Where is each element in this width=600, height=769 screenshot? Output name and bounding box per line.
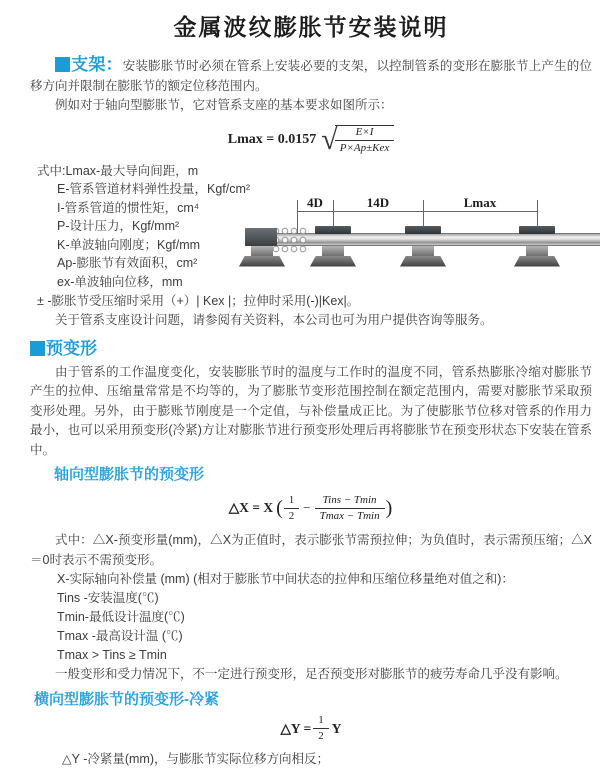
temp-fraction-denominator: Tmax − Tmin	[319, 509, 380, 522]
support-intro-text: 安装膨胀节时必须在管系上安装必要的支架，以控制管系的变形在膨胀节上产生的位移方向并限制在膨胀节的额定位移范围内。	[30, 59, 592, 93]
half-denominator: 2	[288, 509, 295, 522]
support-section-heading: 支架：	[71, 55, 123, 74]
minus-sign: −	[303, 500, 311, 516]
support-base	[239, 256, 285, 267]
support-cap	[245, 228, 277, 246]
dim-label-4d: 4D	[307, 194, 323, 210]
definition-line: Tmax > Tins ≥ Tmin	[57, 648, 167, 663]
plusminus-note-line: ± -膨胀节受压缩时采用（+）| Kex |；拉伸时采用(-)|Kex|。	[37, 293, 360, 308]
definition-line: K-单波轴向刚度；Kgf/mm	[57, 237, 201, 252]
definition-line: P-设计压力，Kgf/mm²	[57, 219, 180, 234]
axial-definition-list	[30, 570, 592, 665]
lmax-formula-lhs: Lmax = 0.0157	[227, 131, 317, 147]
lmax-formula-fraction	[335, 125, 395, 155]
half-numerator: 1	[313, 714, 329, 729]
definition-line: 式中:Lmax-最大导向间距，m	[37, 163, 199, 178]
guide-support	[514, 226, 560, 268]
half-denominator: 2	[318, 730, 324, 743]
support-neck	[322, 246, 344, 256]
support-cap	[405, 226, 441, 234]
axial-note-line: 一般变形和受力情况下，不一定进行预变形，足否预变形对膨胀节的疲劳寿命几乎没有影响。	[55, 667, 568, 682]
close-paren: )	[385, 496, 393, 519]
delta-x-lhs: △X = X	[228, 500, 274, 516]
support-neck	[526, 246, 548, 256]
support-neck	[251, 246, 273, 256]
dim-label-lmax: Lmax	[463, 194, 497, 210]
delta-x-explanation: 式中：△X-预变形量(mm)，△X为正值时，表示膨张节需预拉伸；为负值时，表示需预压缩；△X＝0时表示不需预变形。	[30, 533, 592, 567]
definitions-and-diagram	[30, 162, 592, 292]
support-base	[310, 256, 356, 267]
guide-support	[310, 226, 356, 268]
half-fraction	[284, 494, 300, 523]
support-example-line: 例如对于轴向型膨胀节，它对管系支座的基本要求如图所示：	[55, 98, 393, 112]
support-cap	[519, 226, 555, 234]
section-square-icon	[55, 57, 70, 72]
open-paren: (	[276, 496, 283, 519]
support-cap	[315, 226, 351, 234]
lateral-subsection-heading: 横向型膨胀节的预变形-冷紧	[34, 690, 219, 708]
pipe-support-diagram	[245, 194, 600, 293]
definition-line: Tmax -最高设计温 (℃)	[57, 629, 183, 644]
temp-fraction-numerator: Tins − Tmin	[315, 494, 385, 509]
definition-line: E-管系管道材料弹性投量，Kgf/cm²	[57, 182, 251, 197]
definition-line: Ap-膨胀节有效面积，cm²	[57, 256, 198, 271]
predeform-section-heading	[30, 339, 592, 359]
guide-support	[400, 226, 446, 268]
support-intro-paragraph	[30, 55, 592, 96]
half-fraction	[313, 714, 329, 743]
definition-line: ex-单波轴向位移，mm	[57, 275, 183, 290]
definition-line: X-实际轴向补偿量 (mm) (相对于膨胀节中间状态的拉伸和压缩位移量绝对值之和)：	[57, 572, 514, 587]
anchor-support	[239, 226, 285, 268]
delta-y-lhs: △Y =	[280, 720, 312, 736]
delta-y-rhs: Y	[331, 720, 342, 736]
page-title: 金属波纹膨胀节安装说明	[173, 14, 449, 40]
half-numerator: 1	[284, 494, 300, 509]
lmax-formula	[30, 121, 592, 159]
sqrt-radical-icon: √	[321, 122, 338, 156]
delta-y-definition-line: △Y -冷紧量(mm)，与膨胀节实际位移方向相反；	[62, 751, 330, 766]
support-base	[514, 256, 560, 267]
support-note-line: 关于管系支座设计问题，请参阅有关资料，本公司也可为用户提供咨询等服务。	[55, 313, 493, 328]
delta-y-formula	[30, 713, 592, 745]
axial-subsection-heading: 轴向型膨胀节的预变形	[54, 466, 205, 484]
section-square-icon	[30, 341, 45, 356]
lmax-fraction-denominator: P×Ap±Kex	[339, 141, 390, 154]
dim-label-14d: 14D	[366, 194, 390, 210]
definition-line: Tmin-最低设计温度(℃)	[57, 610, 185, 625]
predeform-paragraph: 由于管系的工作温度变化，安装膨胀节时的温度与工作时的温度不同，管系热膨胀冷缩对膨胀节产生的拉伸、压缩量常常是不均等的，为了膨胀节变形范围控制在额定范围内，需要对膨胀节采取预变形处理。另外，由于膨账节刚度是一个定值，与补偿量成正比。为了使膨胀节位移对管系的作用力最小，也可以采用预变形(冷紧)方让对膨胀节进行预变形处理后再将膨胀节在预变形状态下安装在管系中。	[30, 364, 592, 457]
support-base	[400, 256, 446, 267]
definition-line: Tins -安装温度(℃)	[57, 591, 159, 606]
definition-line: I-管系管道的惯性矩，cm⁴	[57, 200, 200, 215]
support-neck	[412, 246, 434, 256]
lmax-fraction-numerator: E×I	[335, 126, 395, 141]
predeform-heading-text: 预变形	[46, 338, 97, 358]
temperature-fraction	[315, 494, 385, 523]
delta-x-formula	[30, 488, 592, 528]
